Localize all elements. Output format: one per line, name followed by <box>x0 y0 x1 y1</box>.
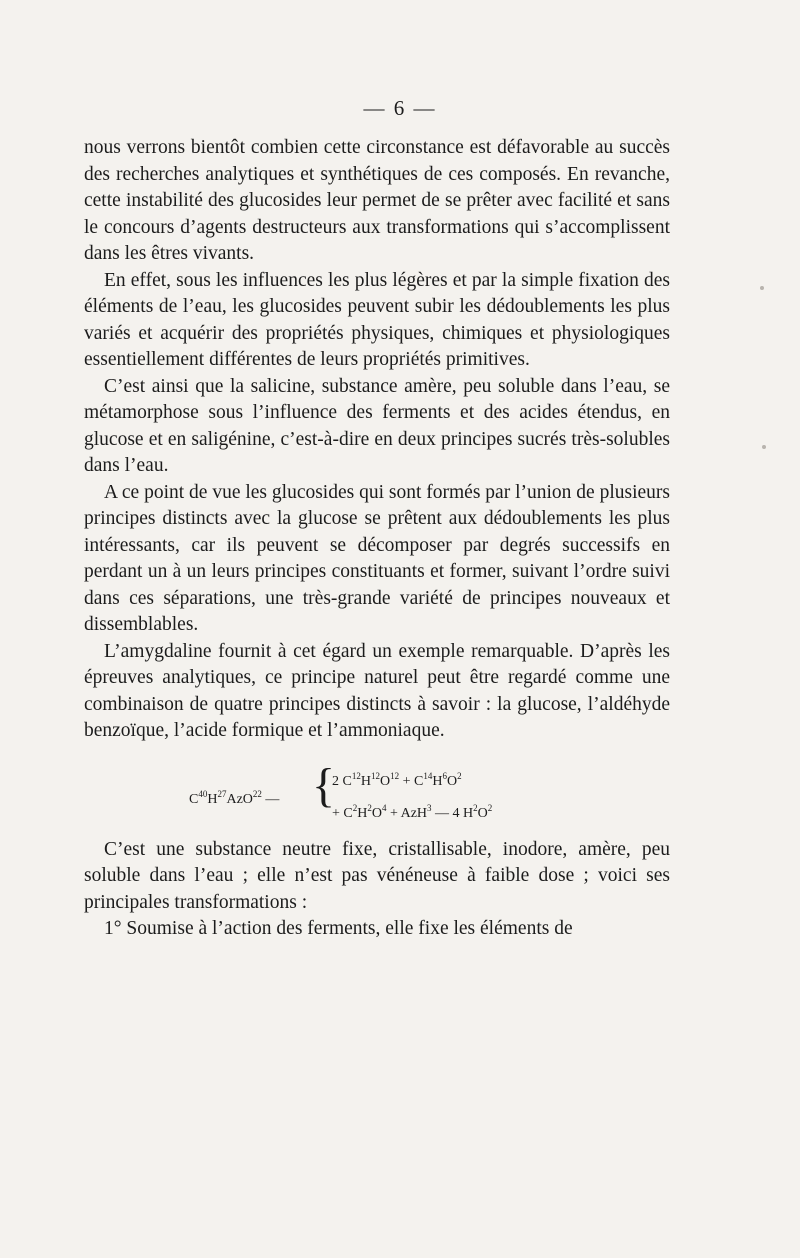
formula-left: $C^{40}H^{27}AzO^{22}$ — <box>189 788 280 807</box>
paragraph: En effet, sous les influences les plus légères et par la simple fixation des éléments de l’eau, les glucosides peuvent subir les dédoublements les plus variés et acquérir des propriétés physiques, chimiques et physiologiques essentiellement différentes de leurs propriétés primitives. <box>84 269 670 370</box>
paragraph: nous verrons bientôt combien cette circonstance est défavorable au succès des recherches analytiques et synthétiques de ces composés. En revanche, cette instabilité des glucosides leur permet de se prêter avec facilité et sans le concours d’agents destructeurs aux transformations qui s’accomplissent dans les êtres vivants. <box>84 137 670 264</box>
paper-speck <box>760 286 764 290</box>
paragraph: L’amygdaline fournit à cet égard un exemple remarquable. D’après les épreuves analytiques, ce principe naturel peut être regardé comme une combinaison de quatre principes distincts à savoir : la glucose, l’aldéhyde benzoïque, l’acide formique et l’ammoniaque. <box>84 640 670 741</box>
formula-row-2: + $C^2H^2O^4 + AzH^3$ — 4 $H^2O^2$ <box>332 802 493 821</box>
body-text <box>84 135 670 943</box>
paragraph: A ce point de vue les glucosides qui sont formés par l’union de plusieurs principes distincts avec la glucose se prêtent aux dédoublements les plus intéressants, car ils peuvent se décomposer par degrés successifs en perdant un à un leurs principes constituants et former, suivant l’ordre suivi dans ces séparations, une très-grande variété de principes nouveaux et dissemblables. <box>84 481 670 635</box>
paragraph: C’est une substance neutre fixe, cristallisable, inodore, amère, peu soluble dans l’eau ; elle n’est pas vénéneuse à faible dose ; voici ses principales transformations : <box>84 838 670 913</box>
paragraph: 1° Soumise à l’action des ferments, elle fixe les éléments de <box>104 918 573 939</box>
brace-icon: { <box>312 758 336 812</box>
paper-speck <box>762 445 766 449</box>
chemical-formula <box>84 759 670 823</box>
page-number: — 6 — <box>363 96 437 120</box>
formula-row-1: 2 $C^{12}H^{12}O^{12} + C^{14}H^6O^2$ <box>332 770 462 789</box>
paragraph: C’est ainsi que la salicine, substance amère, peu soluble dans l’eau, se métamorphose sous l’influence des ferments et des acides étendus, en glucose et en saligénine, c’est-à-dire en deux principes sucrés très-solubles dans l’eau. <box>84 375 670 476</box>
